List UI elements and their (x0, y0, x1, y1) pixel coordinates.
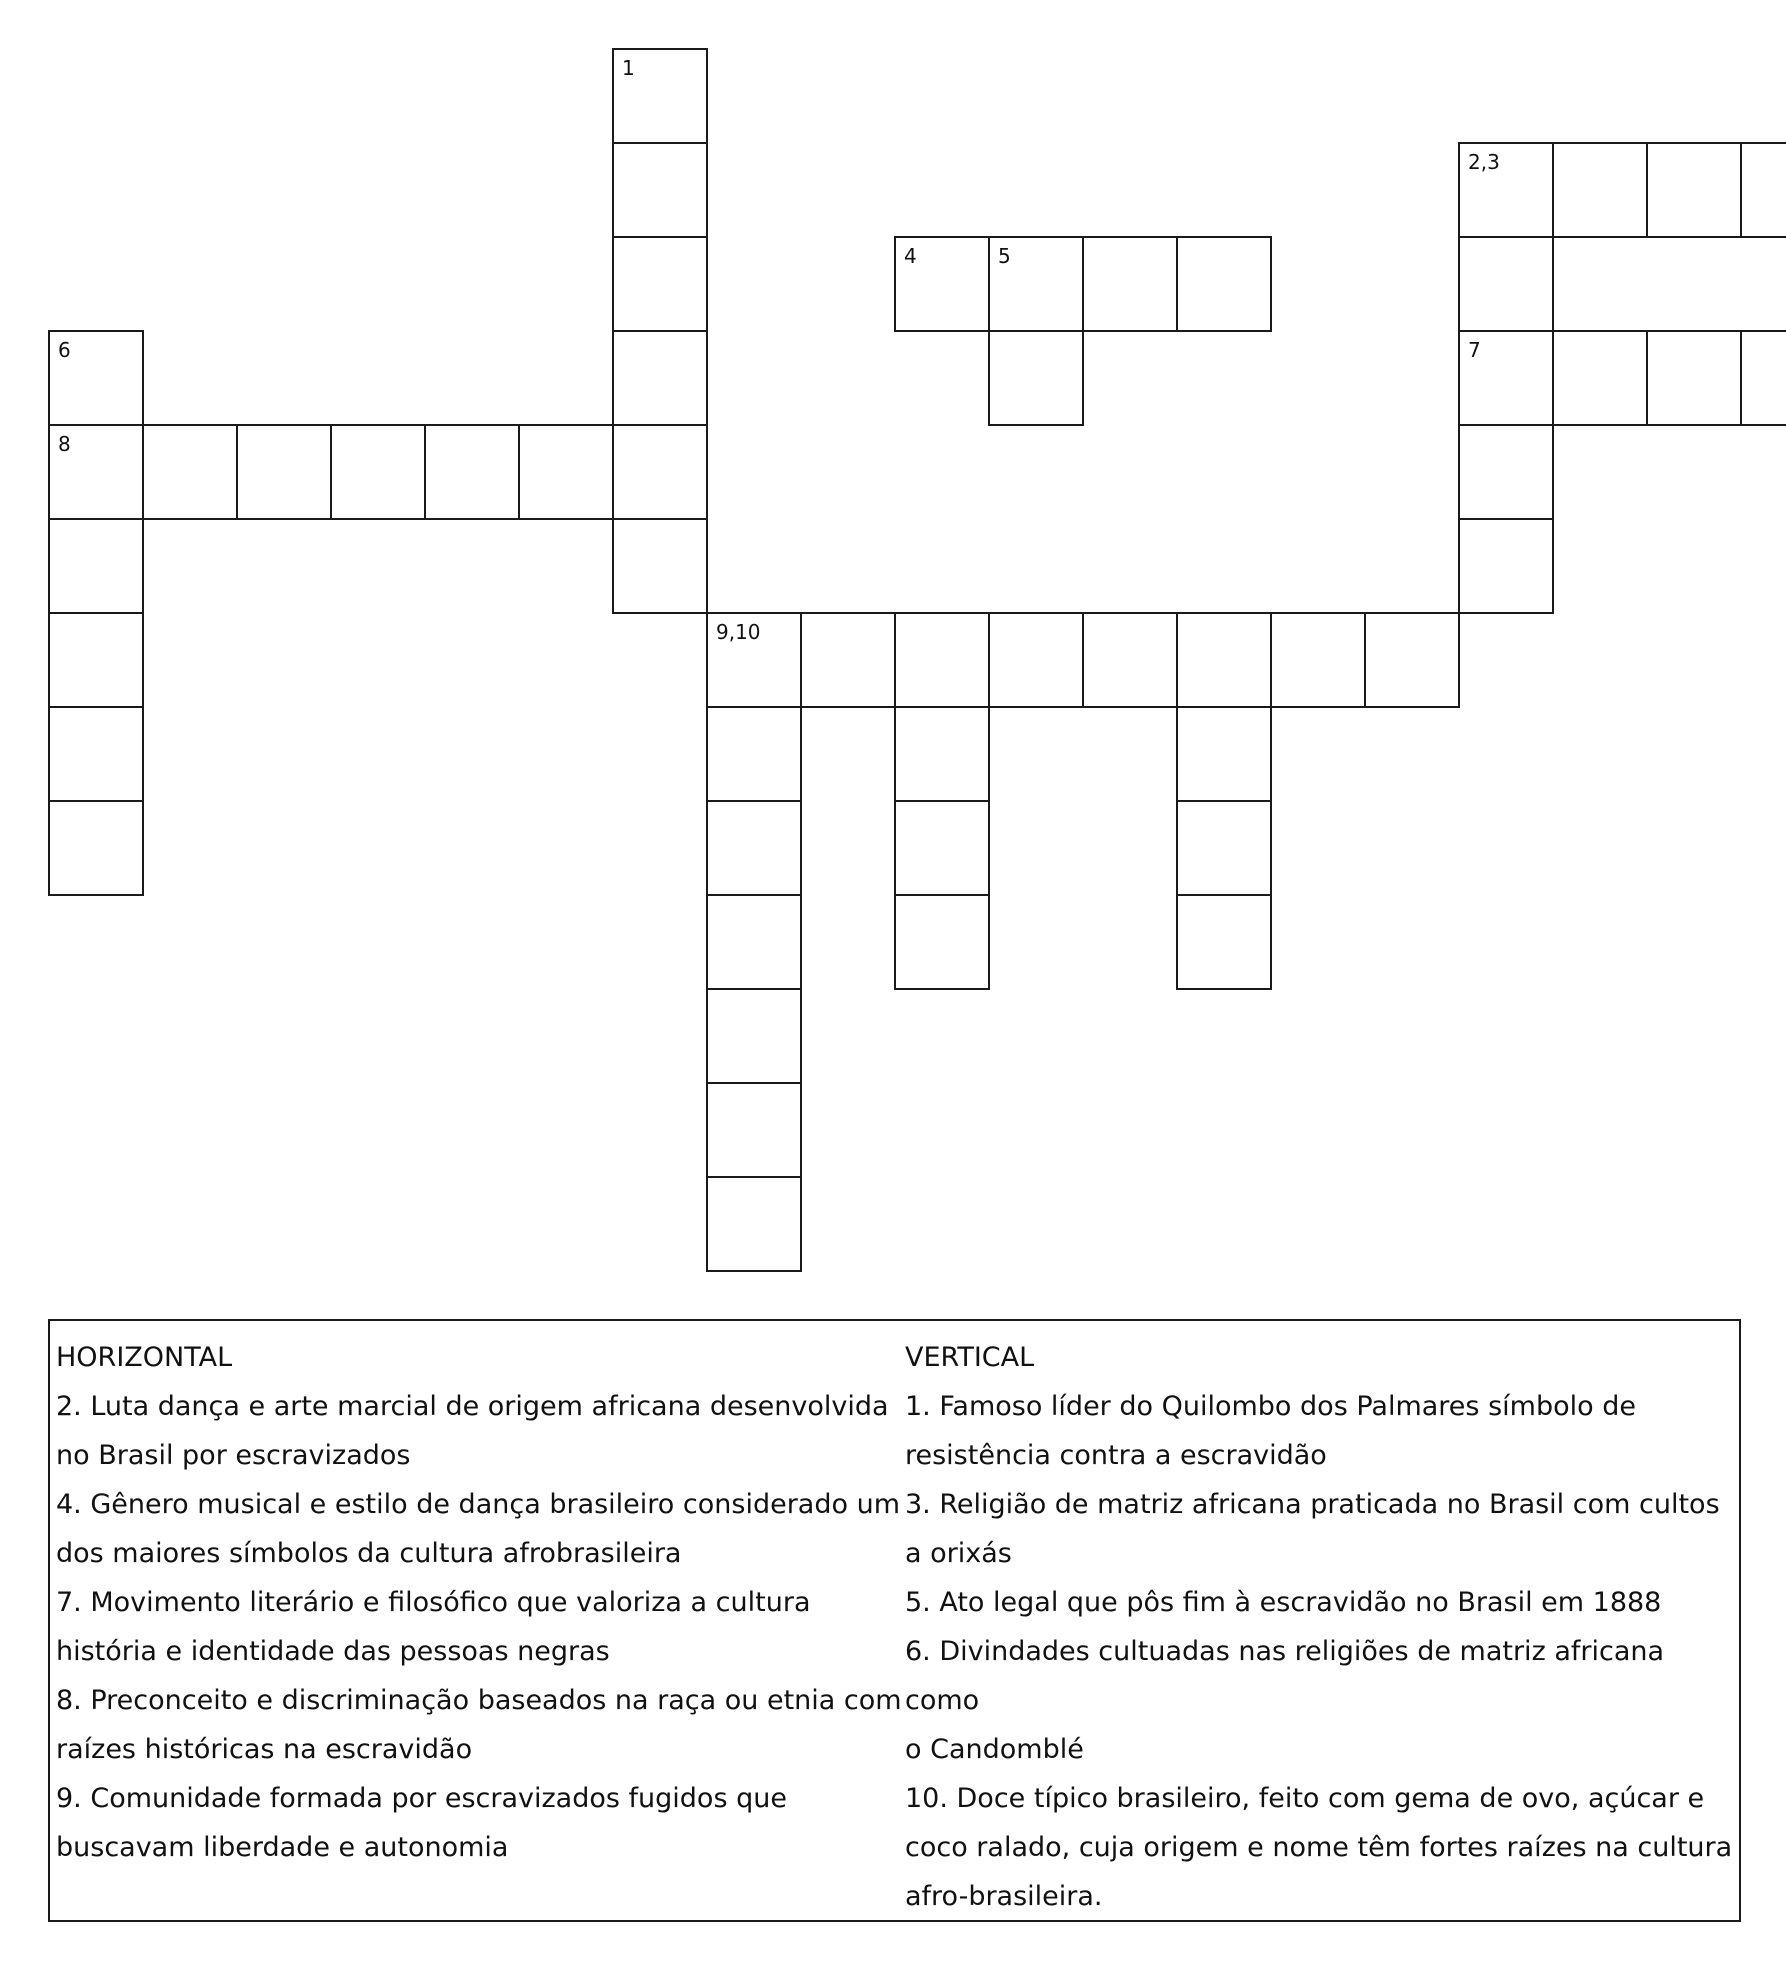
crossword-cell[interactable] (612, 518, 708, 614)
crossword-cell[interactable] (330, 424, 426, 520)
crossword-cell[interactable] (706, 1082, 802, 1178)
crossword-cell[interactable] (1552, 142, 1648, 238)
crossword-cell[interactable] (612, 330, 708, 426)
crossword-cell[interactable] (142, 424, 238, 520)
clue-number: 6 (58, 338, 71, 362)
crossword-cell[interactable] (1458, 142, 1554, 238)
crossword-cell[interactable] (1646, 330, 1742, 426)
crossword-cell[interactable] (706, 988, 802, 1084)
crossword-cell[interactable] (48, 706, 144, 802)
crossword-cell[interactable] (800, 612, 896, 708)
crossword-cell[interactable] (1176, 612, 1272, 708)
horizontal-clues (56, 1333, 906, 1872)
crossword-cell[interactable] (48, 518, 144, 614)
crossword-cell[interactable] (1176, 894, 1272, 990)
clue-line: buscavam liberdade e autonomia (56, 1832, 509, 1863)
crossword-cell[interactable] (706, 706, 802, 802)
horizontal-heading: HORIZONTAL (56, 1342, 233, 1373)
crossword-cell[interactable] (612, 236, 708, 332)
crossword-cell[interactable] (894, 612, 990, 708)
clue-number: 1 (622, 56, 635, 80)
crossword-cell[interactable] (988, 612, 1084, 708)
crossword-cell[interactable] (706, 894, 802, 990)
crossword-cell[interactable] (518, 424, 614, 520)
crossword-cell[interactable] (48, 800, 144, 896)
crossword-cell[interactable] (988, 236, 1084, 332)
clue-line: o Candomblé (905, 1734, 1084, 1765)
crossword-cell[interactable] (894, 894, 990, 990)
clue-line: coco ralado, cuja origem e nome têm fortes raízes na cultura (905, 1832, 1733, 1863)
crossword-cell[interactable] (706, 800, 802, 896)
crossword-cell[interactable] (1082, 236, 1178, 332)
crossword-cell[interactable] (1176, 236, 1272, 332)
clue-line: 1. Famoso líder do Quilombo dos Palmares símbolo de (905, 1391, 1636, 1422)
clue-number: 8 (58, 432, 71, 456)
clue-line: a orixás (905, 1538, 1012, 1569)
crossword-cell[interactable] (894, 706, 990, 802)
crossword-cell[interactable] (48, 424, 144, 520)
crossword-cell[interactable] (1552, 330, 1648, 426)
crossword-cell[interactable] (988, 330, 1084, 426)
crossword-cell[interactable] (1646, 142, 1742, 238)
clue-line: 4. Gênero musical e estilo de dança brasileiro considerado um (56, 1489, 901, 1520)
vertical-clues (905, 1333, 1735, 1921)
crossword-cell[interactable] (1364, 612, 1460, 708)
crossword-cell[interactable] (1740, 330, 1786, 426)
crossword-cell[interactable] (236, 424, 332, 520)
clue-line: 2. Luta dança e arte marcial de origem africana desenvolvida (56, 1391, 889, 1422)
clue-line: 8. Preconceito e discriminação baseados na raça ou etnia com (56, 1685, 902, 1716)
crossword-cell[interactable] (706, 612, 802, 708)
crossword-cell[interactable] (1176, 800, 1272, 896)
crossword-cell[interactable] (1458, 330, 1554, 426)
clue-line: 5. Ato legal que pôs fim à escravidão no Brasil em 1888 (905, 1587, 1662, 1618)
clue-line: 10. Doce típico brasileiro, feito com gema de ovo, açúcar e (905, 1783, 1705, 1814)
crossword-cell[interactable] (894, 800, 990, 896)
clue-line: história e identidade das pessoas negras (56, 1636, 610, 1667)
clue-number: 2,3 (1468, 150, 1500, 174)
crossword-cell[interactable] (1458, 236, 1554, 332)
crossword-cell[interactable] (48, 612, 144, 708)
crossword-cell[interactable] (612, 424, 708, 520)
crossword-cell[interactable] (1458, 424, 1554, 520)
clues-box (48, 1319, 1741, 1922)
crossword-cell[interactable] (706, 1176, 802, 1272)
clue-line: resistência contra a escravidão (905, 1440, 1327, 1471)
crossword-cell[interactable] (1082, 612, 1178, 708)
clue-line: 7. Movimento literário e filosófico que valoriza a cultura (56, 1587, 811, 1618)
clue-number: 5 (998, 244, 1011, 268)
clue-number: 9,10 (716, 620, 761, 644)
crossword-cell[interactable] (1270, 612, 1366, 708)
crossword-cell[interactable] (612, 142, 708, 238)
clue-number: 7 (1468, 338, 1481, 362)
crossword-cell[interactable] (1458, 518, 1554, 614)
crossword-cell[interactable] (1740, 142, 1786, 238)
crossword-cell[interactable] (48, 330, 144, 426)
clue-line: no Brasil por escravizados (56, 1440, 411, 1471)
clue-number: 4 (904, 244, 917, 268)
clue-line: 9. Comunidade formada por escravizados fugidos que (56, 1783, 787, 1814)
crossword-cell[interactable] (424, 424, 520, 520)
crossword-cell[interactable] (612, 48, 708, 144)
clue-line: 6. Divindades cultuadas nas religiões de matriz africana como (905, 1636, 1665, 1716)
vertical-heading: VERTICAL (905, 1342, 1035, 1373)
crossword-cell[interactable] (894, 236, 990, 332)
clue-line: dos maiores símbolos da cultura afrobrasileira (56, 1538, 682, 1569)
clue-line: 3. Religião de matriz africana praticada no Brasil com cultos (905, 1489, 1720, 1520)
clue-line: afro-brasileira. (905, 1881, 1103, 1912)
crossword-cell[interactable] (1176, 706, 1272, 802)
clue-line: raízes históricas na escravidão (56, 1734, 473, 1765)
